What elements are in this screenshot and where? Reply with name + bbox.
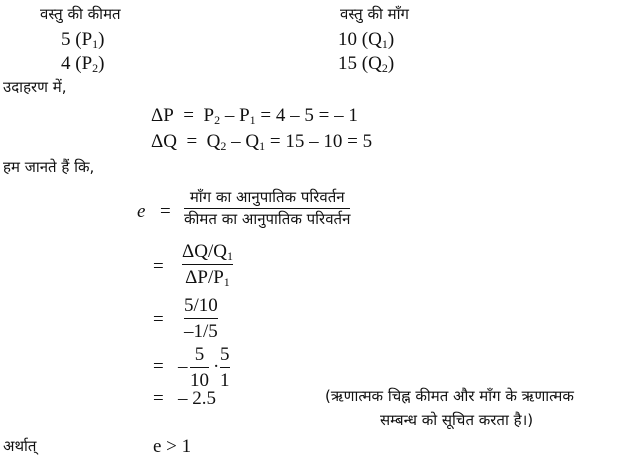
fraction-numerator: 5 (220, 344, 230, 365)
fraction-numerator: माँग का आनुपातिक परिवर्तन (189, 188, 345, 206)
elasticity-symbol: e (137, 201, 146, 222)
fraction-bar (220, 367, 230, 368)
elasticity-definition-fraction (184, 190, 350, 227)
fraction-numerator: 5/10 (184, 295, 218, 316)
demand-column-header: वस्तु की माँग (340, 5, 409, 23)
delta-q-equation: $\Delta Q = Q_2 - Q_1 = 15 - 10 = 5$ (151, 131, 373, 153)
fraction-denominator: $\Delta P/P_1$ (185, 267, 230, 289)
elasticity-result: – 2.5 (178, 388, 216, 409)
therefore-label: अर्थात् (3, 437, 37, 455)
equals-sign: = (153, 388, 164, 409)
numeric-ratio-fraction (184, 296, 218, 341)
demand-row-2: 15 $(Q_2)$ (338, 53, 395, 75)
delta-ratio-fraction (182, 242, 233, 287)
fraction-bar (184, 318, 218, 319)
fraction-bar (182, 264, 233, 265)
fraction-denominator: –1/5 (184, 321, 218, 342)
fraction-denominator: कीमत का आनुपातिक परिवर्तन (184, 210, 351, 228)
conclusion: e > 1 (153, 436, 192, 457)
equals-sign: = (160, 201, 171, 222)
fraction-bar (190, 367, 209, 368)
fraction-numerator: 5 (194, 344, 205, 365)
fraction-numerator: $\Delta Q/Q_1$ (182, 241, 233, 263)
note-line-1: (ऋणात्मक चिह्न कीमत और माँग के ऋणात्मक (325, 387, 574, 405)
equals-sign: = (153, 309, 164, 330)
delta-p-equation: $\Delta P = P_2 - P_1 = 4 - 5$ = – 1 (151, 105, 358, 127)
fraction-bar (184, 208, 350, 209)
demand-row-1: 10 $(Q_1)$ (338, 29, 395, 51)
price-row-1: 5 $(P_1)$ (61, 29, 105, 51)
price-row-2: 4 $(P_2)$ (61, 53, 105, 75)
we-know-label: हम जानते हैं कि, (3, 158, 95, 176)
example-label: उदाहरण में, (3, 78, 67, 96)
product-fraction-2 (220, 345, 230, 390)
multiply-dot: · (213, 356, 220, 377)
note-line-2: सम्बन्ध को सूचित करता है।) (380, 411, 534, 429)
equals-sign: = (153, 256, 164, 277)
fraction-denominator: 10 (190, 370, 209, 391)
fraction-denominator: 1 (220, 370, 230, 391)
price-column-header: वस्तु की कीमत (40, 5, 121, 23)
equals-sign: = (153, 356, 164, 377)
product-fraction-1 (190, 345, 209, 390)
negative-sign: – (178, 356, 188, 377)
